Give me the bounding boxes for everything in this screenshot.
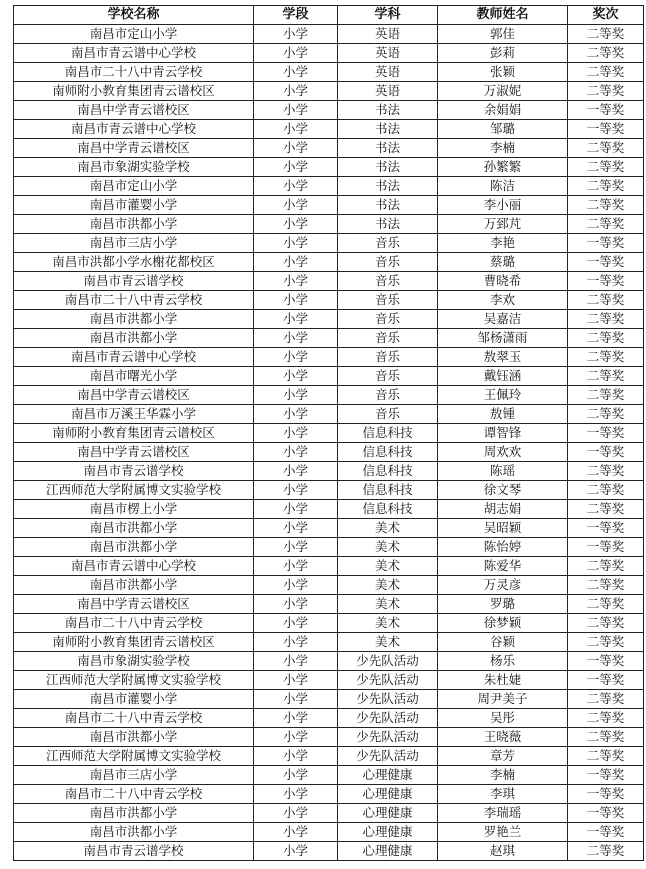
cell-award: 一等奖 xyxy=(568,785,644,804)
cell-teacher-name: 李欢 xyxy=(438,291,568,310)
cell-school-name: 南昌市洪都小学 xyxy=(14,519,254,538)
cell-subject: 音乐 xyxy=(338,405,438,424)
cell-award: 二等奖 xyxy=(568,310,644,329)
cell-teacher-name: 李楠 xyxy=(438,766,568,785)
cell-subject: 音乐 xyxy=(338,348,438,367)
cell-teacher-name: 敖锺 xyxy=(438,405,568,424)
table-row xyxy=(14,443,644,462)
cell-teacher-name: 罗璐 xyxy=(438,595,568,614)
table-row xyxy=(14,519,644,538)
cell-teacher-name: 蔡璐 xyxy=(438,253,568,272)
award-list-sheet xyxy=(13,5,644,861)
cell-subject: 少先队活动 xyxy=(338,690,438,709)
cell-award: 一等奖 xyxy=(568,253,644,272)
cell-school-name: 南昌市洪都小学 xyxy=(14,728,254,747)
cell-award: 二等奖 xyxy=(568,196,644,215)
cell-award: 二等奖 xyxy=(568,177,644,196)
cell-award: 二等奖 xyxy=(568,25,644,44)
cell-award: 二等奖 xyxy=(568,329,644,348)
cell-teacher-name: 周尹美子 xyxy=(438,690,568,709)
cell-subject: 心理健康 xyxy=(338,785,438,804)
cell-school-name: 南昌市洪都小学 xyxy=(14,576,254,595)
cell-subject: 书法 xyxy=(338,177,438,196)
cell-teacher-name: 陈爱华 xyxy=(438,557,568,576)
cell-teacher-name: 李小丽 xyxy=(438,196,568,215)
cell-teacher-name: 谷颖 xyxy=(438,633,568,652)
table-row xyxy=(14,120,644,139)
cell-award: 二等奖 xyxy=(568,614,644,633)
cell-school-name: 南昌市灌婴小学 xyxy=(14,690,254,709)
cell-stage: 小学 xyxy=(254,44,338,63)
table-row xyxy=(14,386,644,405)
cell-school-name: 江西师范大学附属博文实验学校 xyxy=(14,671,254,690)
cell-school-name: 南昌市二十八中青云学校 xyxy=(14,63,254,82)
cell-school-name: 江西师范大学附属博文实验学校 xyxy=(14,747,254,766)
table-row xyxy=(14,557,644,576)
cell-stage: 小学 xyxy=(254,462,338,481)
cell-school-name: 南昌市洪都小学 xyxy=(14,823,254,842)
cell-teacher-name: 敖翠玉 xyxy=(438,348,568,367)
cell-teacher-name: 邹杨潇雨 xyxy=(438,329,568,348)
cell-stage: 小学 xyxy=(254,766,338,785)
table-row xyxy=(14,25,644,44)
cell-teacher-name: 杨乐 xyxy=(438,652,568,671)
cell-award: 二等奖 xyxy=(568,386,644,405)
cell-award: 二等奖 xyxy=(568,139,644,158)
cell-award: 一等奖 xyxy=(568,652,644,671)
table-row xyxy=(14,766,644,785)
cell-award: 二等奖 xyxy=(568,747,644,766)
table-row xyxy=(14,747,644,766)
table-row xyxy=(14,253,644,272)
cell-teacher-name: 赵琪 xyxy=(438,842,568,861)
cell-subject: 少先队活动 xyxy=(338,652,438,671)
cell-subject: 英语 xyxy=(338,63,438,82)
table-row xyxy=(14,63,644,82)
table-row xyxy=(14,101,644,120)
cell-stage: 小学 xyxy=(254,196,338,215)
cell-school-name: 南昌中学青云谱校区 xyxy=(14,101,254,120)
cell-stage: 小学 xyxy=(254,652,338,671)
cell-school-name: 南昌市青云谱中心学校 xyxy=(14,120,254,139)
cell-subject: 美术 xyxy=(338,595,438,614)
cell-award: 二等奖 xyxy=(568,595,644,614)
cell-school-name: 南昌市洪都小学 xyxy=(14,804,254,823)
cell-stage: 小学 xyxy=(254,443,338,462)
cell-award: 二等奖 xyxy=(568,367,644,386)
cell-award: 二等奖 xyxy=(568,44,644,63)
cell-school-name: 南昌市洪都小学 xyxy=(14,329,254,348)
cell-stage: 小学 xyxy=(254,63,338,82)
cell-subject: 美术 xyxy=(338,538,438,557)
table-header xyxy=(14,6,644,25)
cell-subject: 音乐 xyxy=(338,234,438,253)
cell-school-name: 南昌中学青云谱校区 xyxy=(14,443,254,462)
cell-teacher-name: 徐梦颖 xyxy=(438,614,568,633)
cell-award: 二等奖 xyxy=(568,63,644,82)
cell-subject: 书法 xyxy=(338,120,438,139)
cell-subject: 少先队活动 xyxy=(338,728,438,747)
header-stage: 学段 xyxy=(254,6,338,25)
cell-school-name: 南昌市洪都小学水榭花都校区 xyxy=(14,253,254,272)
cell-school-name: 南昌中学青云谱校区 xyxy=(14,139,254,158)
cell-teacher-name: 张颖 xyxy=(438,63,568,82)
table-row xyxy=(14,44,644,63)
table-row xyxy=(14,139,644,158)
table-row xyxy=(14,196,644,215)
cell-subject: 美术 xyxy=(338,557,438,576)
cell-stage: 小学 xyxy=(254,785,338,804)
cell-stage: 小学 xyxy=(254,25,338,44)
cell-subject: 少先队活动 xyxy=(338,709,438,728)
cell-subject: 少先队活动 xyxy=(338,747,438,766)
table-row xyxy=(14,234,644,253)
cell-stage: 小学 xyxy=(254,614,338,633)
cell-school-name: 南昌市二十八中青云学校 xyxy=(14,614,254,633)
cell-teacher-name: 王晓薇 xyxy=(438,728,568,747)
table-row xyxy=(14,500,644,519)
cell-teacher-name: 陈怡婷 xyxy=(438,538,568,557)
cell-award: 一等奖 xyxy=(568,234,644,253)
cell-school-name: 南昌市象湖实验学校 xyxy=(14,158,254,177)
cell-subject: 心理健康 xyxy=(338,823,438,842)
cell-award: 一等奖 xyxy=(568,101,644,120)
cell-subject: 心理健康 xyxy=(338,804,438,823)
cell-stage: 小学 xyxy=(254,367,338,386)
table-row xyxy=(14,462,644,481)
cell-teacher-name: 陈瑶 xyxy=(438,462,568,481)
cell-stage: 小学 xyxy=(254,481,338,500)
cell-subject: 英语 xyxy=(338,44,438,63)
table-row xyxy=(14,576,644,595)
cell-teacher-name: 陈洁 xyxy=(438,177,568,196)
cell-teacher-name: 王佩玲 xyxy=(438,386,568,405)
cell-stage: 小学 xyxy=(254,82,338,101)
cell-subject: 音乐 xyxy=(338,329,438,348)
table-row xyxy=(14,177,644,196)
award-table xyxy=(13,5,644,861)
cell-teacher-name: 彭莉 xyxy=(438,44,568,63)
cell-subject: 信息科技 xyxy=(338,443,438,462)
table-row xyxy=(14,690,644,709)
cell-award: 一等奖 xyxy=(568,671,644,690)
cell-subject: 信息科技 xyxy=(338,462,438,481)
cell-award: 一等奖 xyxy=(568,519,644,538)
cell-award: 一等奖 xyxy=(568,120,644,139)
cell-school-name: 南昌市青云谱学校 xyxy=(14,842,254,861)
cell-school-name: 南昌市三店小学 xyxy=(14,234,254,253)
cell-subject: 音乐 xyxy=(338,291,438,310)
cell-award: 一等奖 xyxy=(568,766,644,785)
cell-school-name: 江西师范大学附属博文实验学校 xyxy=(14,481,254,500)
cell-stage: 小学 xyxy=(254,177,338,196)
cell-teacher-name: 章芳 xyxy=(438,747,568,766)
table-row xyxy=(14,804,644,823)
cell-school-name: 南昌市洪都小学 xyxy=(14,215,254,234)
cell-stage: 小学 xyxy=(254,386,338,405)
table-row xyxy=(14,424,644,443)
cell-subject: 音乐 xyxy=(338,386,438,405)
cell-school-name: 南昌市定山小学 xyxy=(14,25,254,44)
cell-award: 二等奖 xyxy=(568,500,644,519)
cell-award: 二等奖 xyxy=(568,405,644,424)
header-row xyxy=(14,6,644,25)
table-row xyxy=(14,785,644,804)
cell-stage: 小学 xyxy=(254,272,338,291)
cell-stage: 小学 xyxy=(254,538,338,557)
table-row xyxy=(14,652,644,671)
cell-subject: 信息科技 xyxy=(338,424,438,443)
table-row xyxy=(14,310,644,329)
cell-teacher-name: 曹晓希 xyxy=(438,272,568,291)
cell-teacher-name: 谭智锋 xyxy=(438,424,568,443)
table-row xyxy=(14,671,644,690)
table-row xyxy=(14,633,644,652)
cell-stage: 小学 xyxy=(254,728,338,747)
cell-teacher-name: 李楠 xyxy=(438,139,568,158)
header-teacher-name: 教师姓名 xyxy=(438,6,568,25)
cell-stage: 小学 xyxy=(254,424,338,443)
cell-school-name: 南昌市青云谱中心学校 xyxy=(14,557,254,576)
cell-school-name: 南昌市曙光小学 xyxy=(14,367,254,386)
header-award: 奖次 xyxy=(568,6,644,25)
cell-teacher-name: 李艳 xyxy=(438,234,568,253)
table-row xyxy=(14,823,644,842)
cell-stage: 小学 xyxy=(254,310,338,329)
cell-award: 二等奖 xyxy=(568,633,644,652)
cell-subject: 书法 xyxy=(338,196,438,215)
table-row xyxy=(14,348,644,367)
cell-stage: 小学 xyxy=(254,842,338,861)
cell-stage: 小学 xyxy=(254,215,338,234)
cell-teacher-name: 吴彤 xyxy=(438,709,568,728)
cell-teacher-name: 郭佳 xyxy=(438,25,568,44)
cell-school-name: 南师附小教育集团青云谱校区 xyxy=(14,633,254,652)
cell-award: 一等奖 xyxy=(568,272,644,291)
cell-teacher-name: 罗艳兰 xyxy=(438,823,568,842)
cell-school-name: 南昌市青云谱中心学校 xyxy=(14,44,254,63)
cell-subject: 美术 xyxy=(338,576,438,595)
table-row xyxy=(14,82,644,101)
cell-teacher-name: 周欢欢 xyxy=(438,443,568,462)
cell-subject: 美术 xyxy=(338,633,438,652)
cell-award: 二等奖 xyxy=(568,690,644,709)
cell-stage: 小学 xyxy=(254,158,338,177)
cell-subject: 英语 xyxy=(338,82,438,101)
cell-award: 一等奖 xyxy=(568,424,644,443)
cell-stage: 小学 xyxy=(254,576,338,595)
cell-school-name: 南昌市二十八中青云学校 xyxy=(14,709,254,728)
table-row xyxy=(14,291,644,310)
cell-teacher-name: 戴钰涵 xyxy=(438,367,568,386)
cell-award: 一等奖 xyxy=(568,823,644,842)
cell-subject: 音乐 xyxy=(338,253,438,272)
cell-subject: 音乐 xyxy=(338,367,438,386)
cell-subject: 信息科技 xyxy=(338,481,438,500)
table-row xyxy=(14,481,644,500)
cell-award: 二等奖 xyxy=(568,557,644,576)
cell-stage: 小学 xyxy=(254,405,338,424)
cell-school-name: 南昌市定山小学 xyxy=(14,177,254,196)
cell-stage: 小学 xyxy=(254,690,338,709)
table-row xyxy=(14,158,644,177)
cell-stage: 小学 xyxy=(254,595,338,614)
cell-subject: 书法 xyxy=(338,215,438,234)
cell-subject: 书法 xyxy=(338,139,438,158)
table-row xyxy=(14,367,644,386)
cell-award: 一等奖 xyxy=(568,538,644,557)
cell-teacher-name: 孙繁繁 xyxy=(438,158,568,177)
cell-stage: 小学 xyxy=(254,747,338,766)
cell-stage: 小学 xyxy=(254,500,338,519)
cell-teacher-name: 万郅芃 xyxy=(438,215,568,234)
cell-stage: 小学 xyxy=(254,120,338,139)
cell-award: 一等奖 xyxy=(568,804,644,823)
cell-stage: 小学 xyxy=(254,709,338,728)
cell-award: 二等奖 xyxy=(568,215,644,234)
cell-school-name: 南昌市楞上小学 xyxy=(14,500,254,519)
cell-school-name: 南昌中学青云谱校区 xyxy=(14,386,254,405)
cell-teacher-name: 万淑妮 xyxy=(438,82,568,101)
cell-stage: 小学 xyxy=(254,633,338,652)
table-row xyxy=(14,329,644,348)
cell-school-name: 南昌市万溪王华霖小学 xyxy=(14,405,254,424)
table-row xyxy=(14,272,644,291)
table-row xyxy=(14,842,644,861)
cell-award: 二等奖 xyxy=(568,481,644,500)
cell-stage: 小学 xyxy=(254,234,338,253)
cell-school-name: 南昌市青云谱学校 xyxy=(14,462,254,481)
cell-stage: 小学 xyxy=(254,671,338,690)
cell-teacher-name: 万灵彦 xyxy=(438,576,568,595)
cell-subject: 少先队活动 xyxy=(338,671,438,690)
cell-stage: 小学 xyxy=(254,253,338,272)
cell-stage: 小学 xyxy=(254,329,338,348)
cell-subject: 心理健康 xyxy=(338,842,438,861)
table-row xyxy=(14,614,644,633)
cell-award: 二等奖 xyxy=(568,291,644,310)
cell-stage: 小学 xyxy=(254,519,338,538)
cell-school-name: 南昌市洪都小学 xyxy=(14,310,254,329)
cell-teacher-name: 李瑞瑶 xyxy=(438,804,568,823)
cell-school-name: 南昌市象湖实验学校 xyxy=(14,652,254,671)
header-subject: 学科 xyxy=(338,6,438,25)
cell-subject: 音乐 xyxy=(338,272,438,291)
cell-school-name: 南昌市青云谱中心学校 xyxy=(14,348,254,367)
cell-school-name: 南昌市洪都小学 xyxy=(14,538,254,557)
cell-school-name: 南昌市灌婴小学 xyxy=(14,196,254,215)
cell-award: 二等奖 xyxy=(568,709,644,728)
cell-school-name: 南师附小教育集团青云谱校区 xyxy=(14,424,254,443)
table-row xyxy=(14,215,644,234)
cell-subject: 美术 xyxy=(338,519,438,538)
cell-school-name: 南师附小教育集团青云谱校区 xyxy=(14,82,254,101)
cell-award: 二等奖 xyxy=(568,842,644,861)
cell-teacher-name: 吴昭颖 xyxy=(438,519,568,538)
cell-stage: 小学 xyxy=(254,557,338,576)
table-body xyxy=(14,25,644,861)
cell-subject: 书法 xyxy=(338,101,438,120)
cell-subject: 书法 xyxy=(338,158,438,177)
cell-teacher-name: 吴嘉洁 xyxy=(438,310,568,329)
cell-school-name: 南昌市二十八中青云学校 xyxy=(14,785,254,804)
cell-teacher-name: 李琪 xyxy=(438,785,568,804)
table-row xyxy=(14,728,644,747)
cell-school-name: 南昌市二十八中青云学校 xyxy=(14,291,254,310)
table-row xyxy=(14,709,644,728)
cell-stage: 小学 xyxy=(254,139,338,158)
cell-teacher-name: 胡志娟 xyxy=(438,500,568,519)
table-row xyxy=(14,595,644,614)
cell-stage: 小学 xyxy=(254,348,338,367)
cell-award: 二等奖 xyxy=(568,462,644,481)
cell-stage: 小学 xyxy=(254,101,338,120)
cell-award: 二等奖 xyxy=(568,158,644,177)
cell-teacher-name: 朱杜婕 xyxy=(438,671,568,690)
cell-stage: 小学 xyxy=(254,823,338,842)
cell-award: 一等奖 xyxy=(568,443,644,462)
cell-teacher-name: 徐文琴 xyxy=(438,481,568,500)
cell-stage: 小学 xyxy=(254,291,338,310)
cell-teacher-name: 余娟娟 xyxy=(438,101,568,120)
cell-school-name: 南昌中学青云谱校区 xyxy=(14,595,254,614)
cell-subject: 音乐 xyxy=(338,310,438,329)
cell-teacher-name: 邹璐 xyxy=(438,120,568,139)
table-row xyxy=(14,405,644,424)
header-school-name: 学校名称 xyxy=(14,6,254,25)
table-row xyxy=(14,538,644,557)
cell-award: 二等奖 xyxy=(568,576,644,595)
cell-subject: 信息科技 xyxy=(338,500,438,519)
cell-school-name: 南昌市三店小学 xyxy=(14,766,254,785)
cell-subject: 美术 xyxy=(338,614,438,633)
cell-subject: 心理健康 xyxy=(338,766,438,785)
cell-award: 二等奖 xyxy=(568,728,644,747)
cell-award: 二等奖 xyxy=(568,348,644,367)
cell-school-name: 南昌市青云谱学校 xyxy=(14,272,254,291)
cell-award: 二等奖 xyxy=(568,82,644,101)
cell-stage: 小学 xyxy=(254,804,338,823)
cell-subject: 英语 xyxy=(338,25,438,44)
